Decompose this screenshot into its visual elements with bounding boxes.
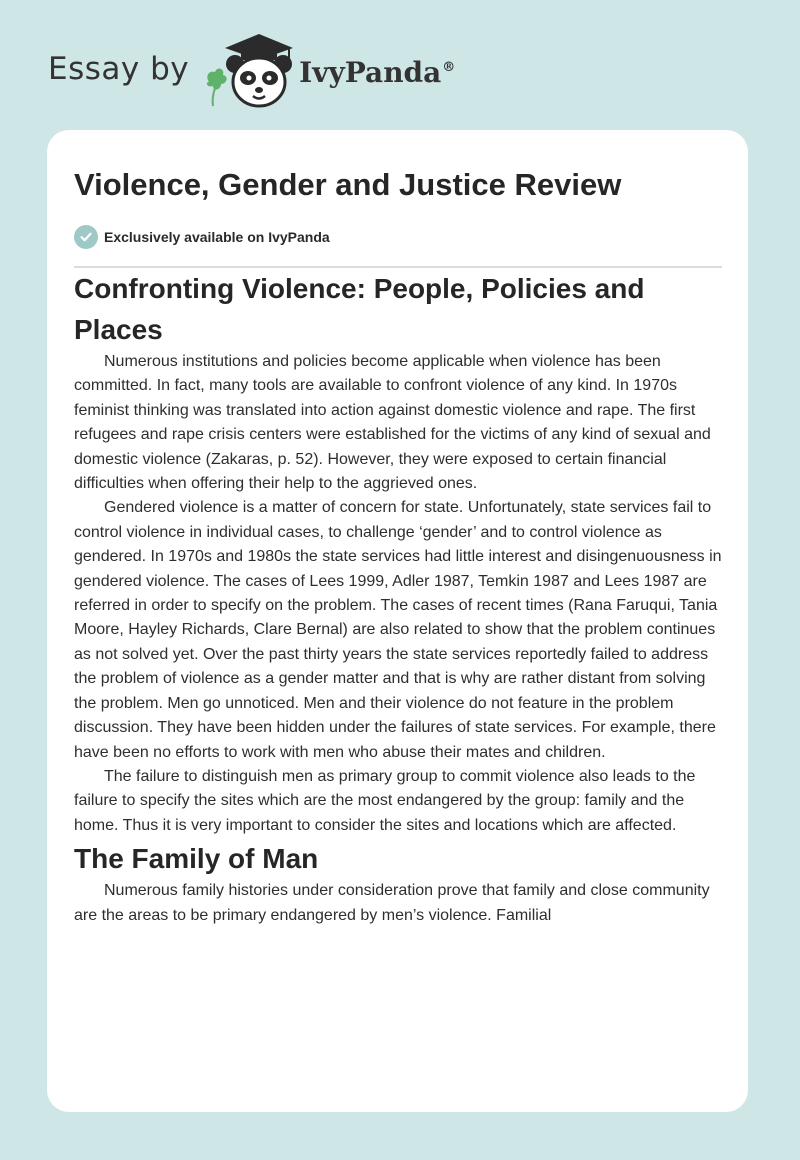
section-heading: Confronting Violence: People, Policies and Places bbox=[74, 273, 645, 345]
brand-prefix: Essay by bbox=[48, 51, 190, 87]
paragraph: The failure to distinguish men as primary group to commit violence also leads to the failure to specify the sites which are the most endangered by the group: family and the home. Thus it is very important to consider the sites and locations which are affected. bbox=[74, 767, 696, 834]
document-card bbox=[47, 130, 748, 1112]
section-confronting-violence bbox=[74, 268, 722, 838]
paragraph: Numerous institutions and policies become applicable when violence has been committed. In fact, many tools are available to confront violence of any kind. In 1970s feminist thinking was translated into action against domestic violence and rape. The first refugees and rape crisis centers were established for the victims of any kind of sexual and domestic violence (Zakaras, p. 52). However, they were exposed to certain financial difficulties when offering their help to the aggrieved ones. bbox=[74, 353, 711, 493]
paragraph: Numerous family histories under consideration prove that family and close community are the areas to be primary endangered by men’s violence. Familial bbox=[74, 882, 710, 924]
check-circle-icon bbox=[74, 225, 98, 249]
exclusive-label: Exclusively available on IvyPanda bbox=[104, 229, 330, 245]
paragraph: Gendered violence is a matter of concern for state. Unfortunately, state services fail to control violence in individual cases, to challenge ‘gender’ and to control violence as gendered. In 1970s and 1980s the state services had little interest and disingenuousness in gendered violence. The cases of Lees 1999, Adler 1987, Temkin 1987 and Lees 1987 are referred in order to specify on the problem. The cases of recent times (Rana Faruqui, Tania Moore, Hayley Richards, Clare Bernal) are also related to show that the problem continues as not solved yet. Over the past thirty years the state services reportedly failed to address the problem of violence as a gender matter and that is why are rather distant from solving the problem. Men go unnoticed. Men and their violence do not feature in the problem discussion. They have been hidden under the failures of state services. For example, there have been no efforts to work with men who abuse their mates and children. bbox=[74, 499, 722, 761]
document-title: Violence, Gender and Justice Review bbox=[74, 167, 622, 202]
brand-name[interactable]: IvyPanda® bbox=[299, 55, 456, 89]
section-family-of-man bbox=[74, 838, 722, 928]
brand-header bbox=[48, 30, 455, 110]
section-heading: The Family of Man bbox=[74, 843, 319, 875]
panda-graduate-logo-icon[interactable] bbox=[203, 30, 295, 110]
exclusive-notice bbox=[74, 225, 722, 249]
